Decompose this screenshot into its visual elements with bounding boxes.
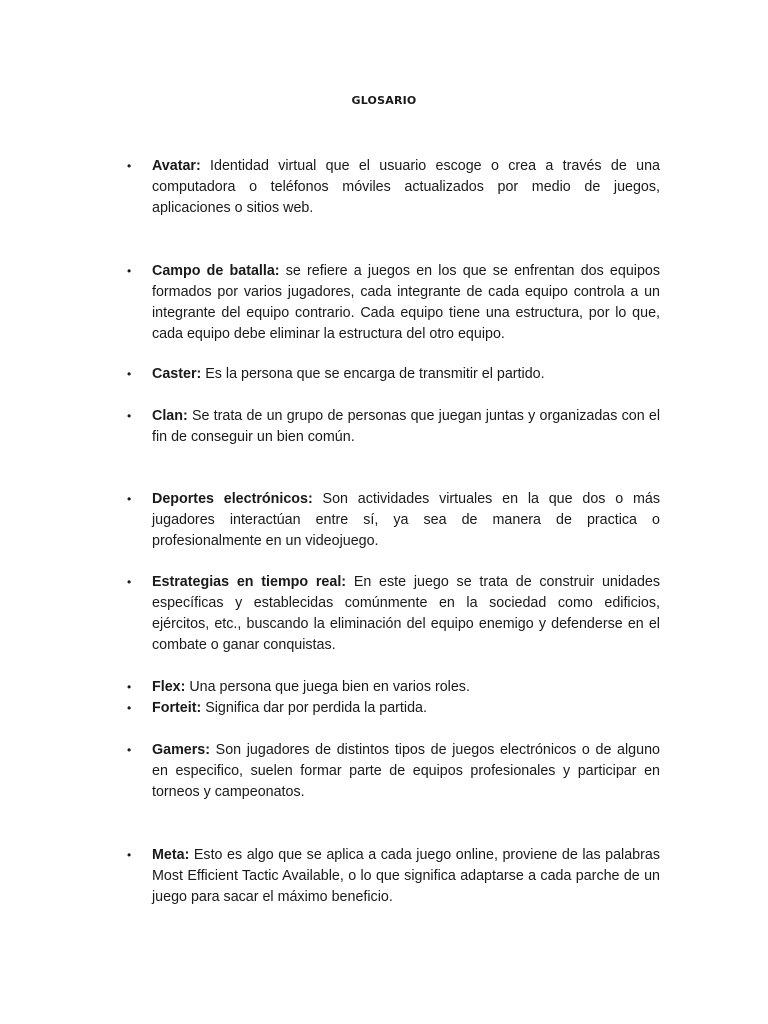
bullet-icon: • (127, 575, 132, 589)
glossary-entry-deportes-electronicos (127, 489, 660, 552)
bullet-icon: • (127, 701, 132, 715)
glossary-entry-caster (127, 364, 660, 385)
glossary-definition: Es la persona que se encarga de transmitir el partido. (201, 366, 545, 382)
glossary-term: Avatar: (152, 158, 201, 174)
glossary-definition: Se trata de un grupo de personas que juegan juntas y organizadas con el fin de conseguir un bien común. (152, 408, 660, 445)
glossary-entry-estrategias-en-tiempo-real (127, 572, 661, 656)
glossary-entry-forteit (127, 698, 660, 719)
glossary-entry-campo-de-batalla (127, 261, 661, 345)
glossary-term: Flex: (152, 679, 186, 695)
glossary-definition: Son jugadores de distintos tipos de juegos electrónicos o de alguno en especifico, suelen formar parte de equipos profesionales y participar en torneos y campeonatos. (152, 742, 660, 800)
bullet-icon: • (127, 367, 132, 381)
glossary-definition: Esto es algo que se aplica a cada juego online, proviene de las palabras Most Efficient Tactic Available, o lo que significa adaptarse a cada parche de un juego para sacar el máximo beneficio. (152, 847, 660, 905)
bullet-icon: • (127, 848, 132, 862)
glossary-term: Clan: (152, 408, 188, 424)
glossary-entry-flex (127, 677, 660, 698)
glossary-term: Campo de batalla: (152, 263, 280, 279)
bullet-icon: • (127, 492, 132, 506)
page-title: GLOSARIO (351, 94, 417, 107)
glossary-definition: En este juego se trata de construir unidades específicas y establecidas comúnmente en la sociedad como edificios, ejércitos, etc., buscando la eliminación del equipo enemigo y defenderse en el combate o ganar conquistas. (152, 574, 661, 653)
glossary-term: Forteit: (152, 700, 202, 716)
glossary-definition: se refiere a juegos en los que se enfrentan dos equipos formados por varios jugadores, cada integrante de cada equipo controla a un integrante del equipo contrario. Cada equipo tiene una estructura, por lo que, cada equipo debe eliminar la estructura del otro equipo. (152, 263, 661, 342)
glossary-entry-gamers (127, 740, 660, 803)
glossary-definition: Son actividades virtuales en la que dos o más jugadores interactúan entre sí, ya sea de manera de practica o profesionalmente en un videojuego. (152, 491, 660, 549)
glossary-entry-clan (127, 406, 660, 448)
glossary-term: Meta: (152, 847, 190, 863)
bullet-icon: • (127, 159, 132, 173)
glossary-definition: Significa dar por perdida la partida. (201, 700, 427, 716)
glossary-term: Caster: (152, 366, 202, 382)
glossary-term: Gamers: (152, 742, 211, 758)
glossary-entry-avatar (127, 156, 660, 219)
glossary-term: Deportes electrónicos: (152, 491, 313, 507)
bullet-icon: • (127, 409, 132, 423)
bullet-icon: • (127, 680, 132, 694)
glossary-definition: Una persona que juega bien en varios roles. (185, 679, 470, 695)
bullet-icon: • (127, 743, 132, 757)
glossary-entry-meta (127, 845, 660, 908)
bullet-icon: • (127, 264, 132, 278)
glossary-term: Estrategias en tiempo real: (152, 574, 347, 590)
glossary-definition: Identidad virtual que el usuario escoge o crea a través de una computadora o teléfonos móviles actualizados por medio de juegos, aplicaciones o sitios web. (152, 158, 660, 216)
